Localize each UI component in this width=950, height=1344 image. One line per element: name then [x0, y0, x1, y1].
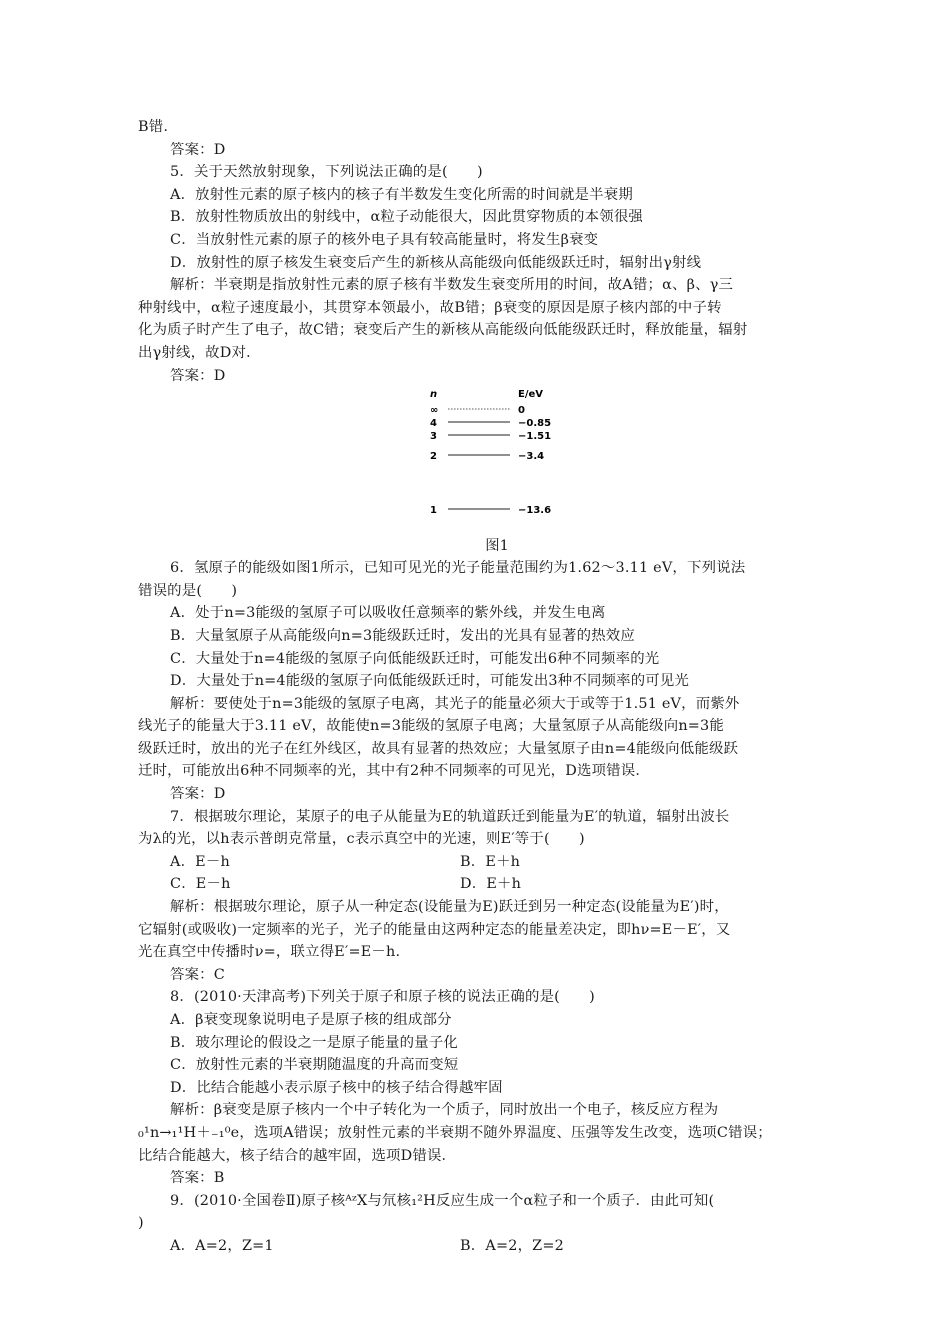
document-page	[138, 116, 816, 1258]
level-n-label: 4	[430, 418, 437, 430]
text-line: C．大量处于n=4能级的氢原子向低能级跃迁时，可能发出6种不同频率的光	[170, 650, 660, 667]
text-line: D．放射性的原子核发生衰变后产生的新核从高能级向低能级跃迁时，辐射出γ射线	[170, 254, 702, 271]
text-line: 比结合能越大，核子结合的越牢固，选项D错误．	[138, 1147, 457, 1164]
text-line: ₀¹n→₁¹H＋₋₁⁰e，选项A错误；放射性元素的半衰期不随外界温度、压强等发生改变，选项C错误；	[138, 1124, 772, 1141]
energy-level-figure	[418, 387, 618, 517]
text-line: 5．关于天然放射现象，下列说法正确的是( )	[170, 164, 483, 181]
text-line: 为λ的光，以h表示普朗克常量，c表示真空中的光速，则E′等于( )	[138, 831, 585, 848]
text-line: 化为质子时产生了电子，故C错；衰变后产生的新核从高能级向低能级跃迁时，释放能量，辐射	[138, 322, 748, 339]
option-right: D．E＋h	[460, 876, 522, 893]
text-line: 线光子的能量大于3.11 eV，故能使n=3能级的氢原子电离；大量氢原子从高能级向n=3能	[138, 718, 724, 735]
text-block-q5	[138, 116, 816, 387]
text-line: B错.	[138, 119, 169, 135]
level-energy-label: −13.6	[518, 505, 552, 517]
axis-e-label: E/eV	[518, 389, 544, 401]
text-line: 7．根据玻尔理论，某原子的电子从能量为E的轨道跃迁到能量为E′的轨道，辐射出波长	[170, 808, 730, 825]
text-line: 解析：半衰期是指放射性元素的原子核有半数发生衰变所用的时间，故A错；α、β、γ三	[170, 277, 734, 294]
option-row	[138, 1235, 816, 1258]
text-line: 6．氢原子的能级如图1所示，已知可见光的光子能量范围约为1.62～3.11 eV，下列说法	[170, 560, 746, 577]
level-energy-label: −3.4	[518, 451, 545, 463]
text-line: C．当放射性元素的原子的核外电子具有较高能量时，将发生β衰变	[170, 231, 599, 248]
text-line: 8．(2010·天津高考)下列关于原子和原子核的说法正确的是( )	[170, 989, 595, 1006]
text-line: 级跃迁时，放出的光子在红外线区，故具有显著的热效应；大量氢原子由n=4能级向低能级跃	[138, 740, 739, 757]
text-line: 解析：β衰变是原子核内一个中子转化为一个质子，同时放出一个电子，核反应方程为	[170, 1102, 719, 1119]
text-line: 解析：要使处于n=3能级的氢原子电离，其光子的能量必须大于或等于1.51 eV，而紫外	[170, 695, 740, 712]
text-line: 它辐射(或吸收)一定频率的光子，光子的能量由这两种定态的能量差决定，即hν=E－E′，又	[138, 921, 731, 938]
level-n-label: 1	[430, 505, 437, 517]
text-block-q8-q9	[138, 896, 816, 1235]
option-right: B．A=2，Z=2	[460, 1237, 564, 1254]
text-line: C．放射性元素的半衰期随温度的升高而变短	[170, 1057, 459, 1074]
level-n-label: 2	[430, 451, 437, 463]
option-left: A．E－h	[170, 853, 230, 870]
text-line: 答案：D	[170, 141, 226, 158]
text-line: 迁时，可能放出6种不同频率的光，其中有2种不同频率的可见光，D选项错误．	[138, 763, 650, 780]
option-row	[138, 873, 816, 896]
text-line: D．大量处于n=4能级的氢原子向低能级跃迁时，可能发出3种不同频率的可见光	[170, 673, 690, 690]
text-line: 答案：D	[170, 786, 226, 803]
text-line: 解析：根据玻尔理论，原子从一种定态(设能量为E)跃迁到另一种定态(设能量为E′)时，	[170, 899, 729, 916]
text-block-q6-q7	[138, 557, 816, 851]
level-energy-label: −1.51	[518, 431, 552, 443]
q9-options	[138, 1235, 816, 1258]
text-line: 9．(2010·全国卷Ⅱ)原子核ᴬᶻX与氘核₁²H反应生成一个α粒子和一个质子．由此可知(	[170, 1192, 715, 1209]
text-line: A．处于n=3能级的氢原子可以吸收任意频率的紫外线，并发生电离	[170, 605, 606, 622]
q7-options	[138, 851, 816, 896]
level-n-label: 3	[430, 431, 437, 443]
text-line: B．大量氢原子从高能级向n=3能级跃迁时，发出的光具有显著的热效应	[170, 627, 635, 644]
text-line: 出γ射线，故D对．	[138, 344, 261, 361]
text-line: B．玻尔理论的假设之一是原子能量的量子化	[170, 1034, 458, 1051]
level-n-label: ∞	[430, 405, 439, 417]
text-line: 错误的是( )	[138, 582, 238, 599]
option-row	[138, 851, 816, 874]
text-line: )	[138, 1215, 144, 1232]
level-energy-label: 0	[518, 405, 525, 417]
option-left: C．E－h	[170, 876, 231, 893]
level-energy-label: −0.85	[518, 418, 552, 430]
text-line: A．β衰变现象说明电子是原子核的组成部分	[170, 1012, 452, 1028]
text-line: 答案：C	[170, 966, 225, 983]
text-line: 光在真空中传播时ν=，联立得E′=E－h.	[138, 944, 401, 961]
text-line: B．放射性物质放出的射线中，α粒子动能很大，因此贯穿物质的本领很强	[170, 209, 644, 226]
text-line: 答案：D	[170, 367, 226, 384]
text-line: 种射线中，α粒子速度最小，其贯穿本领最小，故B错；β衰变的原因是原子核内部的中子转	[138, 299, 722, 316]
figure-caption: 图1	[485, 538, 509, 555]
option-right: B．E＋h	[460, 853, 521, 870]
energy-level-diagram	[138, 387, 816, 535]
option-left: A．A=2，Z=1	[170, 1237, 274, 1254]
text-line: 答案：B	[170, 1170, 225, 1187]
axis-n-label: n	[430, 389, 438, 401]
text-line: A．放射性元素的原子核内的核子有半数发生变化所需的时间就是半衰期	[170, 186, 633, 203]
text-line: D．比结合能越小表示原子核中的核子结合得越牢固	[170, 1079, 503, 1096]
